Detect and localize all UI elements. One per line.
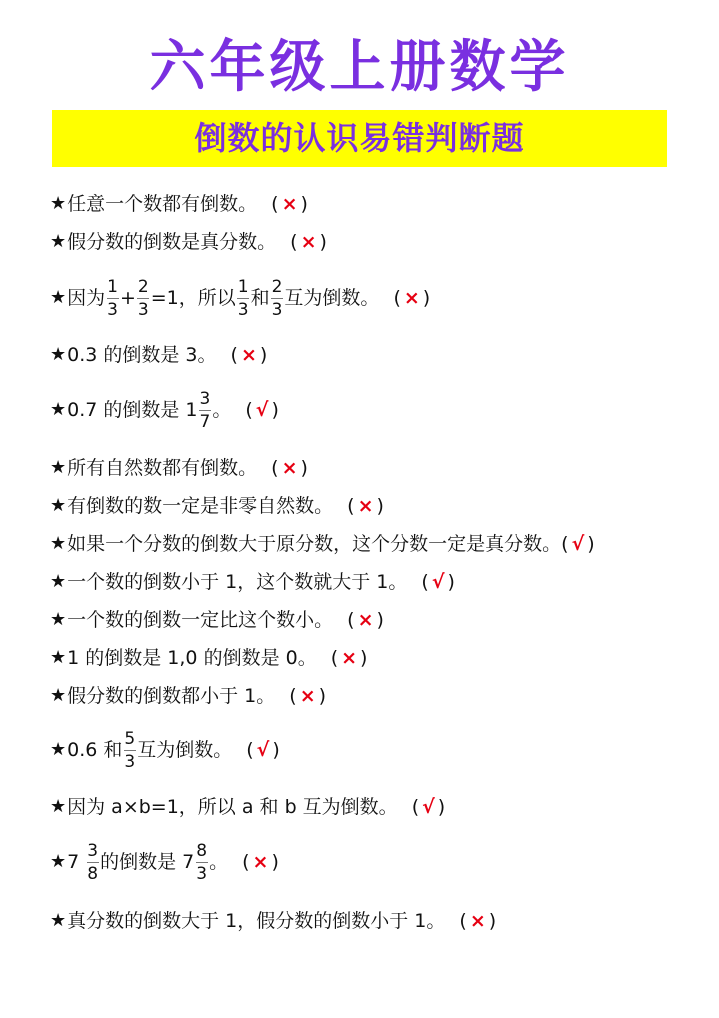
question-item: ★ 真分数的倒数大于 1，假分数的倒数小于 1。 ( × ) [50,906,496,936]
cross-mark-icon: × [281,193,298,215]
question-text: 0.3 的倒数是 3。 [67,344,217,366]
question-item: ★ 有倒数的数一定是非零自然数。 ( × ) [50,491,384,521]
question-text: 如果一个分数的倒数大于原分数，这个分数一定是真分数。 [67,533,562,555]
fraction [123,729,136,772]
question-text: 。 [209,851,229,873]
question-text: 所有自然数都有倒数。 [67,457,258,479]
check-mark-icon: √ [571,533,585,555]
fraction-denominator: 3 [107,299,118,320]
cross-mark-icon: × [469,910,486,932]
question-item: ★ 因为 $\frac{1}{3}$ + $\frac{2}{3}$ =1，所以 $\frac{1}{3}$ 和 $\frac{2}{3}$ 互为倒数。 ( × ) [50,276,431,320]
check-mark-icon: √ [431,571,445,593]
question-item: ★ 一个数的倒数小于 1，这个数就大于 1。 ( √ ) [50,567,455,597]
fraction [106,277,119,320]
fraction-numerator: 3 [87,840,99,861]
star-icon: ★ [50,739,67,760]
star-icon: ★ [50,193,67,214]
question-item: ★ 一个数的倒数一定比这个数小。 ( × ) [50,605,384,635]
fraction-denominator: 3 [196,863,208,884]
fraction [199,389,212,432]
star-icon: ★ [50,399,67,420]
question-item: ★ 假分数的倒数都小于 1。 ( × ) [50,681,326,711]
question-text: 因为 a×b=1，所以 a 和 b 互为倒数。 [67,796,398,818]
fraction-numerator: 5 [124,728,136,749]
star-icon: ★ [50,609,67,630]
question-text: 互为倒数。 [137,739,233,761]
star-icon: ★ [50,287,67,308]
question-text: + [119,287,136,309]
star-icon: ★ [50,533,67,554]
question-text: 因为 [67,287,106,309]
page-title: 六年级上册数学 [149,35,570,100]
question-text: 1 的倒数是 1,0 的倒数是 0。 [67,647,317,669]
fraction [137,277,150,320]
question-text: 0.6 和 [67,739,123,761]
question-item: ★ 0.3 的倒数是 3。 ( × ) [50,340,267,370]
cross-mark-icon: × [341,647,358,669]
question-item: ★ 所有自然数都有倒数。 ( × ) [50,453,308,483]
question-text: 和 [250,287,270,309]
question-item: ★ 1 的倒数是 1,0 的倒数是 0。 ( × ) [50,643,367,673]
fraction [195,841,208,884]
page-subtitle: 倒数的认识易错判断题 [194,119,525,157]
question-text: 互为倒数。 [284,287,380,309]
star-icon: ★ [50,231,67,252]
question-item: ★ 如果一个分数的倒数大于原分数，这个分数一定是真分数。 ( √ ) [50,529,595,559]
star-icon: ★ [50,571,67,592]
star-icon: ★ [50,647,67,668]
cross-mark-icon: × [240,344,257,366]
question-text: 一个数的倒数一定比这个数小。 [67,609,334,631]
star-icon: ★ [50,685,67,706]
fraction-denominator: 3 [137,299,149,320]
question-text: 7 [67,851,86,873]
star-icon: ★ [50,344,67,365]
cross-mark-icon: × [300,231,317,253]
check-mark-icon: √ [256,739,270,761]
question-item: ★ 7 $\frac{3}{8}$ 的倒数是 7 $\frac{8}{3}$ 。 ( × ) [50,840,279,884]
star-icon: ★ [50,910,67,931]
fraction-numerator: 1 [107,276,118,297]
fraction-denominator: 7 [199,411,211,432]
fraction [237,277,250,320]
question-text: 假分数的倒数是真分数。 [67,231,277,253]
cross-mark-icon: × [403,287,420,309]
star-icon: ★ [50,796,67,817]
question-item: ★ 因为 a×b=1，所以 a 和 b 互为倒数。 ( √ ) [50,792,445,822]
question-text: 一个数的倒数小于 1，这个数就大于 1。 [67,571,408,593]
question-text: 的倒数是 7 [100,851,195,873]
question-text: 有倒数的数一定是非零自然数。 [67,495,334,517]
cross-mark-icon: × [252,851,269,873]
question-text: 。 [212,399,232,421]
fraction-denominator: 3 [124,751,136,772]
question-item: ★ 0.6 和 $\frac{5}{3}$ 互为倒数。 ( √ ) [50,728,280,772]
check-mark-icon: √ [255,399,269,421]
question-text: 真分数的倒数大于 1，假分数的倒数小于 1。 [67,910,446,932]
fraction-denominator: 3 [271,299,283,320]
question-text: 假分数的倒数都小于 1。 [67,685,276,707]
question-text: =1，所以 [150,287,236,309]
fraction-numerator: 8 [196,840,208,861]
fraction-numerator: 3 [199,388,211,409]
fraction-denominator: 3 [237,299,249,320]
fraction-numerator: 2 [271,276,283,297]
fraction [271,277,284,320]
check-mark-icon: √ [422,796,435,818]
question-text: 任意一个数都有倒数。 [67,193,258,215]
cross-mark-icon: × [357,495,374,517]
star-icon: ★ [50,495,67,516]
cross-mark-icon: × [281,457,298,479]
question-text: 0.7 的倒数是 1 [67,399,198,421]
question-item: ★ 假分数的倒数是真分数。 ( × ) [50,227,327,257]
star-icon: ★ [50,457,67,478]
question-item: ★ 任意一个数都有倒数。 ( × ) [50,189,308,219]
fraction-denominator: 8 [87,863,99,884]
cross-mark-icon: × [357,609,374,631]
cross-mark-icon: × [299,685,316,707]
star-icon: ★ [50,851,67,872]
fraction-numerator: 1 [237,276,249,297]
fraction [86,841,99,884]
fraction-numerator: 2 [137,276,149,297]
question-item: ★ 0.7 的倒数是 1 $\frac{3}{7}$ 。 ( √ ) [50,388,279,432]
